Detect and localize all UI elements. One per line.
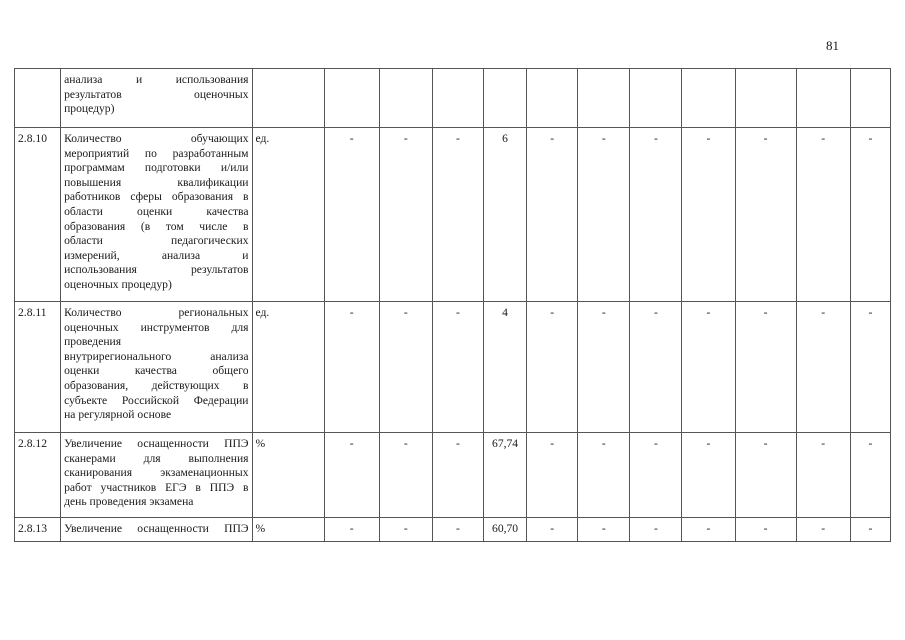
description-line: работников сферы образования в bbox=[64, 190, 249, 204]
value-cell: - bbox=[324, 433, 379, 518]
table-row bbox=[15, 302, 891, 433]
description-line: работ участников ЕГЭ в ППЭ в bbox=[64, 480, 249, 494]
value-cell: - bbox=[379, 433, 432, 518]
description-line: внутрирегионального анализа bbox=[64, 349, 249, 363]
description-line: результатов оценочных bbox=[64, 87, 249, 101]
table-row bbox=[15, 69, 891, 128]
value-cell: - bbox=[432, 518, 483, 542]
indicator-description bbox=[61, 518, 252, 542]
value-cell: 4 bbox=[484, 302, 527, 433]
value-cell: - bbox=[527, 518, 578, 542]
value-cell bbox=[484, 69, 527, 128]
unit-cell: % bbox=[252, 433, 324, 518]
value-cell: - bbox=[432, 433, 483, 518]
description-line: использования результатов bbox=[64, 263, 249, 277]
value-cell: - bbox=[850, 518, 890, 542]
description-line: процедур) bbox=[64, 102, 115, 116]
unit-cell: ед. bbox=[252, 128, 324, 302]
row-number: 2.8.13 bbox=[15, 518, 61, 542]
unit-cell bbox=[252, 69, 324, 128]
row-number: 2.8.12 bbox=[15, 433, 61, 518]
value-cell bbox=[527, 69, 578, 128]
value-cell: - bbox=[630, 302, 682, 433]
description-line: Количество региональных bbox=[64, 306, 249, 319]
value-cell: - bbox=[796, 518, 850, 542]
value-cell: - bbox=[796, 302, 850, 433]
unit-cell: ед. bbox=[252, 302, 324, 433]
value-cell: - bbox=[578, 518, 630, 542]
table-body bbox=[15, 69, 891, 542]
description-line: проведения bbox=[64, 335, 122, 349]
value-cell: - bbox=[682, 128, 735, 302]
value-cell bbox=[324, 69, 379, 128]
value-cell: - bbox=[796, 128, 850, 302]
value-cell: - bbox=[379, 302, 432, 433]
description-line: субъекте Российской Федерации bbox=[64, 393, 249, 407]
value-cell: - bbox=[432, 128, 483, 302]
description-line: Количество обучающих bbox=[64, 132, 249, 145]
description-line: повышения квалификации bbox=[64, 175, 249, 189]
description-line: Увеличение оснащенности ППЭ bbox=[64, 437, 249, 450]
value-cell bbox=[850, 69, 890, 128]
table-row bbox=[15, 518, 891, 542]
description-line: образования, действующих в bbox=[64, 378, 249, 392]
value-cell: - bbox=[735, 433, 796, 518]
description-line: сканерами для выполнения bbox=[64, 451, 249, 465]
value-cell: - bbox=[796, 433, 850, 518]
value-cell: - bbox=[735, 302, 796, 433]
value-cell: - bbox=[630, 518, 682, 542]
description-line: оценки качества общего bbox=[64, 364, 249, 378]
value-cell: - bbox=[735, 518, 796, 542]
value-cell bbox=[682, 69, 735, 128]
unit-cell: % bbox=[252, 518, 324, 542]
description-line: сканирования экзаменационных bbox=[64, 466, 249, 480]
description-line: области оценки качества bbox=[64, 204, 249, 218]
value-cell: - bbox=[527, 128, 578, 302]
table-row bbox=[15, 128, 891, 302]
description-line: оценочных процедур) bbox=[64, 277, 172, 291]
description-line: области педагогических bbox=[64, 234, 249, 248]
value-cell bbox=[796, 69, 850, 128]
value-cell: - bbox=[630, 128, 682, 302]
description-line: анализа и использования bbox=[64, 73, 249, 86]
row-number bbox=[15, 69, 61, 128]
value-cell bbox=[379, 69, 432, 128]
description-line: на регулярной основе bbox=[64, 408, 172, 422]
value-cell: - bbox=[324, 518, 379, 542]
description-line: измерений, анализа и bbox=[64, 248, 249, 262]
value-cell bbox=[630, 69, 682, 128]
value-cell: - bbox=[527, 433, 578, 518]
value-cell: 60,70 bbox=[484, 518, 527, 542]
value-cell: - bbox=[527, 302, 578, 433]
value-cell: - bbox=[578, 302, 630, 433]
value-cell: - bbox=[850, 302, 890, 433]
description-line: образования (в том числе в bbox=[64, 219, 249, 233]
value-cell: - bbox=[735, 128, 796, 302]
value-cell bbox=[735, 69, 796, 128]
value-cell: - bbox=[379, 128, 432, 302]
indicators-table bbox=[14, 68, 891, 542]
value-cell: - bbox=[324, 128, 379, 302]
description-line: мероприятий по разработанным bbox=[64, 146, 249, 160]
description-line: Увеличение оснащенности ППЭ bbox=[64, 522, 249, 535]
value-cell bbox=[578, 69, 630, 128]
value-cell: - bbox=[578, 433, 630, 518]
value-cell: - bbox=[578, 128, 630, 302]
page-number: 81 bbox=[826, 38, 839, 53]
value-cell: - bbox=[630, 433, 682, 518]
value-cell: - bbox=[682, 518, 735, 542]
value-cell: 67,74 bbox=[484, 433, 527, 518]
row-number: 2.8.11 bbox=[15, 302, 61, 433]
indicator-description bbox=[61, 128, 252, 302]
indicator-description bbox=[61, 302, 252, 433]
value-cell: - bbox=[379, 518, 432, 542]
value-cell: - bbox=[850, 128, 890, 302]
indicator-description bbox=[61, 433, 252, 518]
value-cell: - bbox=[682, 433, 735, 518]
value-cell: - bbox=[682, 302, 735, 433]
description-line: день проведения экзамена bbox=[64, 495, 194, 509]
value-cell: 6 bbox=[484, 128, 527, 302]
row-number: 2.8.10 bbox=[15, 128, 61, 302]
description-line: оценочных инструментов для bbox=[64, 320, 249, 334]
table-row bbox=[15, 433, 891, 518]
value-cell bbox=[432, 69, 483, 128]
value-cell: - bbox=[324, 302, 379, 433]
value-cell: - bbox=[432, 302, 483, 433]
indicator-description bbox=[61, 69, 252, 128]
value-cell: - bbox=[850, 433, 890, 518]
description-line: программам подготовки и/или bbox=[64, 161, 249, 175]
